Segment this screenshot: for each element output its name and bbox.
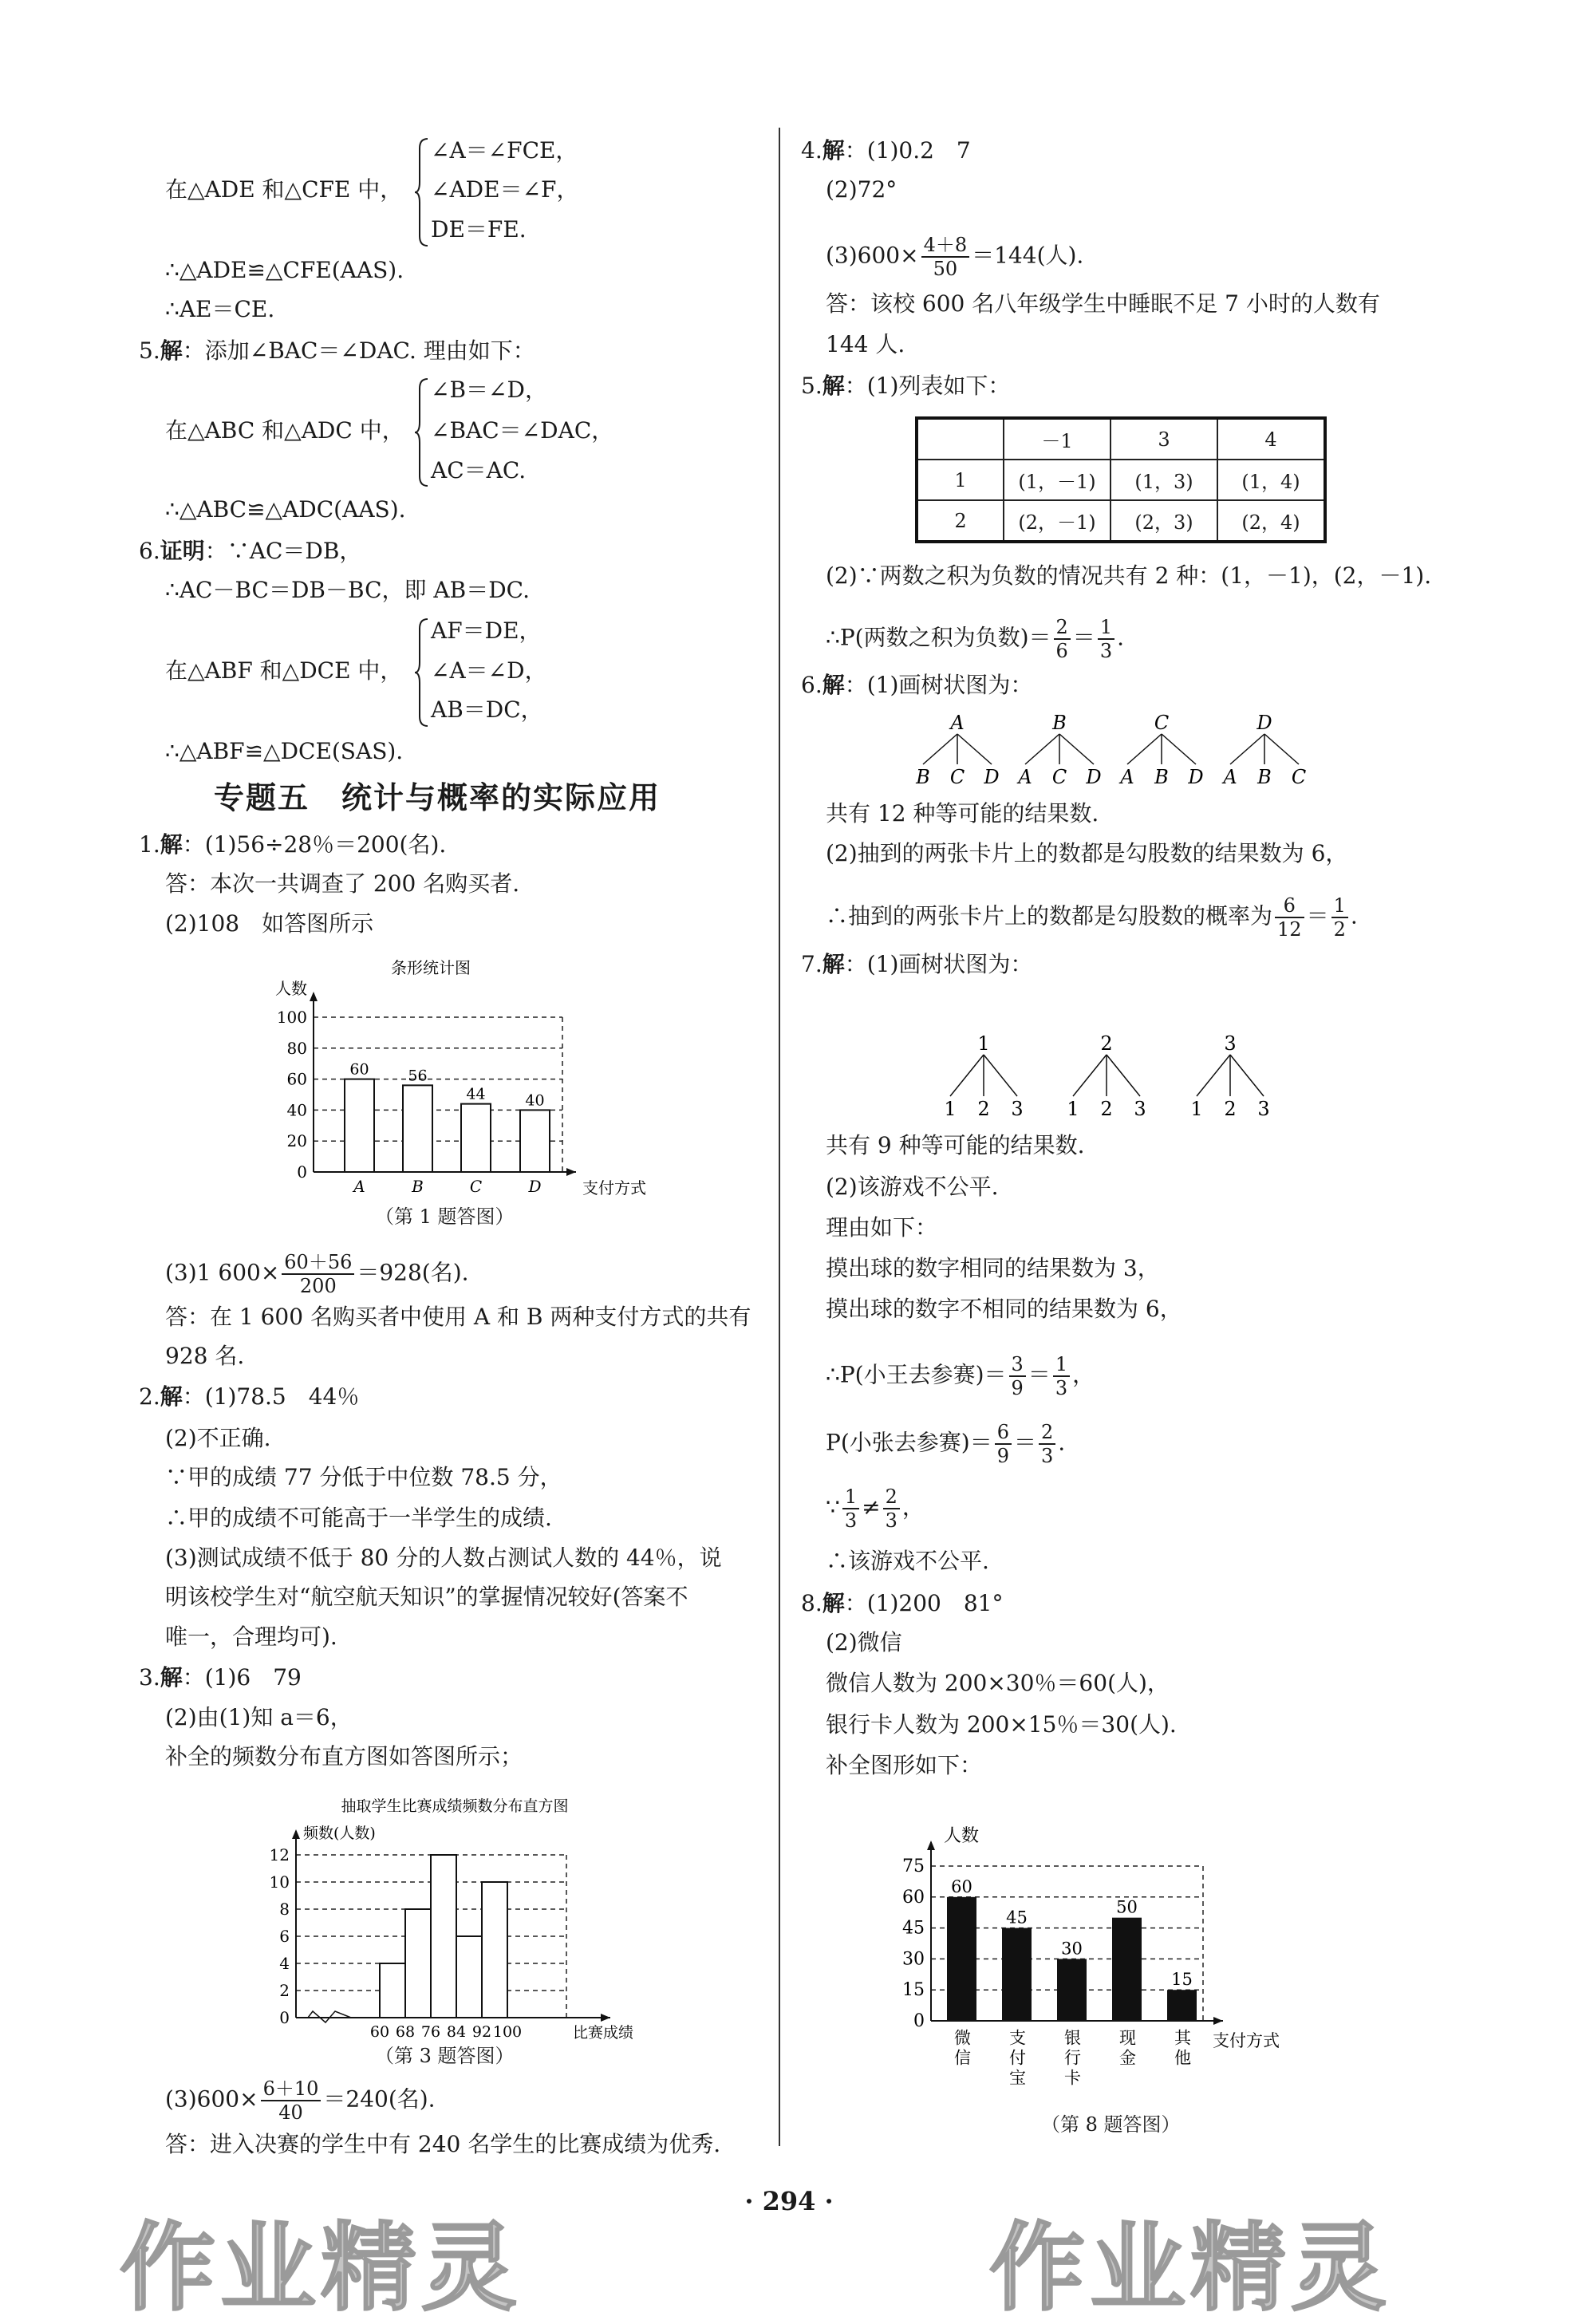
- histogram-bar: [456, 1936, 482, 2018]
- text-line: (3)测试成绩不低于 80 分的人数占测试人数的 44％，说: [165, 1545, 722, 1571]
- text-line: 共有 9 种等可能的结果数.: [826, 1132, 1085, 1158]
- y-tick-label: 4: [279, 1954, 290, 1973]
- problem-number: 5.: [139, 337, 160, 364]
- tree-leaf-label: C: [949, 766, 965, 788]
- text: ＝: [1028, 1361, 1051, 1388]
- y-tick-label: 10: [269, 1872, 290, 1892]
- text: .: [1350, 902, 1358, 929]
- table-row: [917, 460, 1325, 500]
- bar: [947, 1897, 976, 2021]
- x-tick-label: 92: [471, 2023, 492, 2040]
- y-tick-label: 75: [902, 1856, 925, 1876]
- problem-number: 3.: [139, 1664, 160, 1691]
- text-line: ∵甲的成绩 77 分低于中位数 78.5 分，: [165, 1464, 562, 1490]
- bar-chart-q8: [862, 1785, 1340, 2105]
- tree-leaf-label: 1: [1190, 1098, 1203, 1120]
- text-line: (2)微信: [826, 1629, 902, 1655]
- solution-label: 解: [822, 373, 845, 399]
- y-tick-label: 0: [297, 1162, 307, 1182]
- fraction: [883, 1486, 900, 1532]
- table-cell: 1: [917, 460, 1004, 500]
- y-tick-label: 45: [902, 1918, 925, 1939]
- tree-branch: [1025, 734, 1059, 764]
- brace-item: DE＝FE.: [431, 216, 527, 243]
- y-axis-label: 人数: [944, 1826, 980, 1846]
- y-tick-label: 0: [913, 2011, 925, 2031]
- solution-label: 解: [160, 337, 183, 364]
- y-tick-label: 60: [286, 1069, 307, 1089]
- question-1-line: [139, 829, 446, 861]
- tree-branch: [1059, 734, 1094, 764]
- histogram-q3: [239, 1765, 654, 2040]
- brace-item: ∠A＝∠FCE，: [431, 137, 578, 164]
- figure-caption: （第 3 题答图）: [375, 2045, 515, 2067]
- y-axis-arrow-icon: [292, 1829, 300, 1839]
- y-tick-label: 100: [276, 1008, 307, 1027]
- numerator: 6: [995, 1421, 1012, 1445]
- watermark: 作业精灵: [989, 2212, 1391, 2324]
- x-tick-label: 银行卡: [1062, 2029, 1082, 2089]
- x-axis-arrow-icon: [1213, 2017, 1223, 2025]
- text-line: (2)抽到的两张卡片上的数都是勾股数的结果数为 6，: [826, 840, 1348, 866]
- tree-leaf-label: 2: [1100, 1098, 1113, 1120]
- data-label: 56: [408, 1067, 428, 1085]
- numerator: 6: [1275, 894, 1304, 918]
- denominator: 50: [933, 258, 958, 280]
- x-axis-label: 支付方式: [582, 1178, 646, 1198]
- data-label: 45: [1006, 1908, 1028, 1927]
- text-line: ∴AE＝CE.: [165, 296, 275, 322]
- denominator: 3: [1041, 1445, 1054, 1467]
- bar: [403, 1085, 432, 1172]
- tree-root-label: C: [1154, 712, 1170, 734]
- text-line: 144 人.: [826, 331, 905, 357]
- denominator: 9: [1011, 1377, 1024, 1399]
- problem-number: 6.: [801, 672, 823, 698]
- denominator: 9: [996, 1445, 1009, 1467]
- brace-icon: [413, 617, 431, 728]
- tree-leaf-label: B: [1154, 766, 1169, 788]
- numerator: 60＋56: [282, 1251, 354, 1275]
- question-8-line: [801, 1588, 1003, 1620]
- formula-line: [826, 1353, 1095, 1399]
- question-4-line: [801, 135, 971, 167]
- text: ＝928(名).: [357, 1259, 469, 1286]
- figure-caption: （第 1 题答图）: [375, 1205, 515, 1228]
- tree-branch: [950, 1055, 984, 1096]
- tree-root-label: 1: [977, 1032, 990, 1055]
- section-heading: 专题五 统计与概率的实际应用: [214, 779, 661, 815]
- x-tick-label: 支付宝: [1007, 2029, 1027, 2089]
- table-cell: (2，3): [1111, 500, 1217, 542]
- table-row: [917, 500, 1325, 542]
- table-cell: (2，4): [1217, 500, 1325, 542]
- histogram-bar: [482, 1882, 507, 2018]
- text: .: [1117, 624, 1124, 651]
- tree-leaf-label: C: [1051, 766, 1067, 788]
- text-line: 唯一，合理均可).: [165, 1624, 337, 1650]
- tree-leaf-label: 3: [1011, 1098, 1024, 1120]
- x-axis-label: 支付方式: [1213, 2031, 1280, 2050]
- brace-prefix: 在△ABF 和△DCE 中，: [165, 657, 403, 684]
- bar-chart-q1: [255, 941, 654, 1201]
- page-number: · 294 ·: [744, 2186, 834, 2216]
- text-line: 明该校学生对“航空航天知识”的掌握情况较好(答案不: [165, 1584, 688, 1610]
- table-cell: [917, 418, 1004, 460]
- brace-item: ∠BAC＝∠DAC，: [431, 417, 614, 444]
- text: ：(1)画树状图为：: [844, 951, 1033, 977]
- text: (3)600×: [826, 242, 919, 269]
- tree-root-label: B: [1052, 712, 1067, 734]
- denominator: 12: [1277, 918, 1302, 941]
- text: ＝: [1072, 624, 1095, 651]
- text: ：(1)78.5 44％: [182, 1383, 360, 1410]
- text: ∴P(两数之积为负数)＝: [826, 624, 1051, 651]
- problem-5-line: [139, 335, 535, 367]
- tree-root-label: A: [950, 712, 965, 734]
- bar: [520, 1110, 550, 1172]
- numerator: 2: [883, 1486, 900, 1509]
- numerator: 4＋8: [921, 234, 970, 258]
- figure-caption: （第 8 题答图）: [1041, 2113, 1181, 2136]
- y-tick-label: 30: [902, 1949, 925, 1970]
- tree-branch: [1107, 1055, 1140, 1096]
- x-tick-label: 微信: [952, 2029, 972, 2069]
- solution-label: 解: [822, 137, 845, 164]
- watermark: 作业精灵: [120, 2212, 522, 2324]
- tree-diagram-q7: [878, 1028, 1324, 1123]
- denominator: 2: [1333, 918, 1346, 941]
- tree-leaf-label: 3: [1134, 1098, 1146, 1120]
- x-tick-label: D: [528, 1177, 542, 1196]
- question-7-line: [801, 949, 1032, 980]
- text: ：(1)200 81°: [844, 1590, 1004, 1616]
- text: P(小张去参赛)＝: [826, 1429, 992, 1456]
- text-line: ∴△ABF≌△DCE(SAS).: [165, 738, 404, 764]
- text-line: ∴△ADE≌△CFE(AAS).: [165, 257, 404, 283]
- tree-leaf-label: B: [1257, 766, 1272, 788]
- brace-prefix: 在△ADE 和△CFE 中，: [165, 176, 403, 203]
- tree-leaf-label: A: [1018, 766, 1032, 788]
- data-label: 44: [466, 1085, 486, 1103]
- tree-branch: [1073, 1055, 1107, 1096]
- text-line: 摸出球的数字不相同的结果数为 6，: [826, 1296, 1182, 1322]
- problem-number: 6.: [139, 538, 160, 564]
- y-tick-label: 60: [902, 1887, 925, 1908]
- tree-branch: [984, 1055, 1017, 1096]
- problem-6-line: [139, 535, 361, 567]
- outcome-table: [915, 416, 1327, 543]
- text-line: (2)由(1)知 a＝6，: [165, 1704, 353, 1730]
- table-cell: 2: [917, 500, 1004, 542]
- y-tick-label: 6: [279, 1927, 290, 1946]
- text: ：(1)6 79: [182, 1664, 302, 1691]
- chart-title: 条形统计图: [391, 958, 471, 977]
- proof-label: 证明: [160, 538, 205, 564]
- x-tick-label: 68: [395, 2023, 416, 2040]
- fraction: [261, 2077, 322, 2124]
- table-cell: (2，－1): [1004, 500, 1111, 542]
- brace-item: AF＝DE，: [431, 617, 542, 644]
- numerator: 1: [842, 1486, 859, 1509]
- table-cell: 3: [1111, 418, 1217, 460]
- fraction: [1039, 1421, 1055, 1467]
- tree-branch: [1230, 1055, 1264, 1096]
- text-line: 补全图形如下：: [826, 1752, 983, 1778]
- y-tick-label: 80: [286, 1038, 307, 1058]
- formula-line: [165, 1251, 469, 1297]
- tree-leaf-label: 1: [1067, 1098, 1079, 1120]
- text: (3)1 600×: [165, 1259, 280, 1286]
- text: (3)600×: [165, 2085, 258, 2113]
- denominator: 3: [844, 1509, 858, 1532]
- problem-number: 4.: [801, 137, 823, 164]
- formula-line: [826, 616, 1124, 662]
- formula-line: [165, 2077, 436, 2124]
- y-tick-label: 15: [902, 1980, 925, 2001]
- text: ＝: [1306, 902, 1329, 929]
- text-line: (2)该游戏不公平.: [826, 1174, 999, 1200]
- text-line: (2)108 如答图所示: [165, 910, 374, 937]
- x-tick-label: B: [412, 1177, 424, 1196]
- text: ＝: [1013, 1429, 1036, 1456]
- question-5-line: [801, 370, 1010, 402]
- text-line: ∴△ABC≌△ADC(AAS).: [165, 496, 406, 523]
- fraction: [282, 1251, 354, 1297]
- data-label: 60: [349, 1060, 369, 1079]
- text: ≠: [862, 1493, 881, 1521]
- text: ∴P(小王去参赛)＝: [826, 1361, 1007, 1388]
- x-tick-label: 现金: [1117, 2029, 1137, 2069]
- problem-number: 7.: [801, 951, 823, 977]
- numerator: 2: [1054, 616, 1071, 640]
- tree-branch: [1162, 734, 1196, 764]
- y-tick-label: 40: [286, 1100, 307, 1120]
- fraction: [921, 234, 970, 280]
- chart-title: 抽取学生比赛成绩频数分布直方图: [341, 1797, 569, 1815]
- brace-item: ∠A＝∠D，: [431, 657, 547, 684]
- tree-branch: [1230, 734, 1264, 764]
- tree-branch: [1127, 734, 1162, 764]
- text-line: 理由如下：: [826, 1214, 938, 1241]
- text-line: ∴甲的成绩不可能高于一半学生的成绩.: [165, 1505, 552, 1531]
- numerator: 2: [1039, 1421, 1055, 1445]
- y-tick-label: 2: [279, 1981, 290, 2000]
- denominator: 3: [1099, 640, 1113, 662]
- fraction: [995, 1421, 1012, 1467]
- text: ∴抽到的两张卡片上的数都是勾股数的概率为: [826, 902, 1273, 929]
- histogram-bar: [431, 1855, 456, 2018]
- x-tick-label: C: [469, 1177, 483, 1196]
- histogram-bar: [380, 1963, 405, 2018]
- tree-leaf-label: B: [916, 766, 930, 788]
- problem-number: 2.: [139, 1383, 160, 1410]
- bar: [345, 1079, 374, 1172]
- y-axis-label: 人数: [275, 979, 307, 998]
- table-cell: (1，4): [1217, 460, 1325, 500]
- tree-leaf-label: 2: [977, 1098, 990, 1120]
- tree-leaf-label: A: [1120, 766, 1134, 788]
- text-line: ∴AC－BC＝DB－BC，即 AB＝DC.: [165, 577, 530, 603]
- bar: [1057, 1959, 1087, 2021]
- formula-line: [826, 894, 1358, 941]
- problem-number: 5.: [801, 373, 823, 399]
- table-cell: (1，3): [1111, 460, 1217, 500]
- text: ，: [901, 1493, 925, 1521]
- y-tick-label: 12: [269, 1845, 290, 1864]
- numerator: 6＋10: [261, 2077, 322, 2101]
- solution-label: 解: [822, 951, 845, 977]
- fraction: [1275, 894, 1304, 941]
- y-axis-label: 频数(人数): [303, 1825, 376, 1842]
- table-cell: 4: [1217, 418, 1325, 460]
- x-tick-label: 其他: [1172, 2029, 1192, 2069]
- tree-leaf-label: C: [1291, 766, 1307, 788]
- histogram-bar: [405, 1909, 431, 2018]
- text-line: 928 名.: [165, 1343, 245, 1369]
- solution-label: 解: [160, 1664, 183, 1691]
- denominator: 40: [278, 2101, 303, 2124]
- x-axis-arrow-icon: [601, 2014, 610, 2022]
- text-line: 共有 12 种等可能的结果数.: [826, 800, 1099, 827]
- text: ：(1)列表如下：: [844, 373, 1011, 399]
- tree-leaf-label: 3: [1257, 1098, 1270, 1120]
- x-tick-label: 100: [492, 2023, 523, 2040]
- problem-number: 8.: [801, 1590, 823, 1616]
- problem-number: 1.: [139, 831, 160, 858]
- brace-item: ∠ADE＝∠F，: [431, 176, 579, 203]
- column-divider: [779, 128, 780, 2146]
- tree-leaf-label: D: [1086, 766, 1102, 788]
- x-axis-label: 比赛成绩: [573, 2024, 634, 2040]
- solution-label: 解: [160, 831, 183, 858]
- numerator: 3: [1009, 1353, 1026, 1377]
- solution-label: 解: [160, 1383, 183, 1410]
- table-cell: －1: [1004, 418, 1111, 460]
- fraction: [1331, 894, 1348, 941]
- tree-branch: [1197, 1055, 1230, 1096]
- bar: [1002, 1928, 1032, 2021]
- denominator: 3: [885, 1509, 897, 1532]
- numerator: 1: [1053, 1353, 1070, 1377]
- tree-branch: [1264, 734, 1299, 764]
- text-line: 摸出球的数字相同的结果数为 3，: [826, 1255, 1160, 1281]
- data-label: 30: [1061, 1939, 1083, 1959]
- tree-root-label: 2: [1100, 1032, 1113, 1055]
- question-6-line: [801, 669, 1032, 701]
- fraction: [1098, 616, 1114, 662]
- x-axis-arrow-icon: [566, 1168, 576, 1176]
- text-line: (2)∵两数之积为负数的情况共有 2 种：(1，－1)，(2，－1).: [826, 562, 1432, 589]
- solution-label: 解: [822, 672, 845, 698]
- y-axis-arrow-icon: [310, 992, 318, 1001]
- text-line: 答：在 1 600 名购买者中使用 A 和 B 两种支付方式的共有: [165, 1304, 752, 1330]
- tree-branch: [957, 734, 992, 764]
- bar: [461, 1104, 491, 1172]
- denominator: 6: [1055, 640, 1068, 662]
- text-line: 答：本次一共调查了 200 名购买者.: [165, 870, 520, 897]
- y-tick-label: 0: [279, 2008, 290, 2027]
- brace-item: AB＝DC，: [431, 696, 543, 723]
- text-line: (2)不正确.: [165, 1425, 271, 1451]
- text-line: (2)72°: [826, 176, 897, 203]
- bar: [1112, 1918, 1142, 2021]
- text: ：添加∠BAC＝∠DAC. 理由如下：: [182, 337, 535, 364]
- x-tick-label: 60: [369, 2023, 390, 2040]
- data-label: 15: [1171, 1970, 1193, 1990]
- text: .: [1058, 1429, 1066, 1456]
- text: ：∵AC＝DB，: [204, 538, 362, 564]
- text: ＝144(人).: [972, 242, 1084, 269]
- tree-root-label: 3: [1224, 1032, 1237, 1055]
- numerator: 1: [1098, 616, 1114, 640]
- tree-leaf-label: A: [1223, 766, 1237, 788]
- fraction: [842, 1486, 859, 1532]
- fraction: [1009, 1353, 1026, 1399]
- brace-prefix: 在△ABC 和△ADC 中，: [165, 417, 404, 444]
- tree-leaf-label: 1: [944, 1098, 957, 1120]
- text: ∵: [826, 1493, 840, 1521]
- formula-line: [826, 234, 1083, 280]
- data-label: 40: [525, 1091, 545, 1110]
- tree-diagram-q6: [878, 708, 1372, 791]
- formula-line: [826, 1421, 1065, 1467]
- tree-leaf-label: D: [1188, 766, 1204, 788]
- tree-leaf-label: 2: [1224, 1098, 1237, 1120]
- solution-label: 解: [822, 1590, 845, 1616]
- x-tick-label: 84: [446, 2023, 467, 2040]
- text-line: 补全的频数分布直方图如答图所示；: [165, 1743, 523, 1770]
- x-tick-label: A: [353, 1177, 365, 1196]
- numerator: 1: [1331, 894, 1348, 918]
- table-header-row: [917, 418, 1325, 460]
- text: ：(1)56÷28％＝200(名).: [182, 831, 447, 858]
- tree-leaf-label: D: [984, 766, 1000, 788]
- table-cell: (1，－1): [1004, 460, 1111, 500]
- data-label: 60: [951, 1876, 972, 1896]
- tree-branch: [923, 734, 957, 764]
- formula-line: [826, 1486, 925, 1532]
- tree-root-label: D: [1256, 712, 1272, 734]
- y-axis-arrow-icon: [927, 1841, 935, 1850]
- text-line: 答：该校 600 名八年级学生中睡眠不足 7 小时的人数有: [826, 290, 1380, 317]
- brace-item: ∠B＝∠D，: [431, 377, 547, 403]
- text-line: ∴该游戏不公平.: [826, 1548, 989, 1574]
- brace-icon: [413, 137, 431, 247]
- denominator: 200: [299, 1275, 337, 1297]
- text: ：(1)0.2 7: [844, 137, 971, 164]
- text-line: 银行卡人数为 200×15％＝30(人).: [826, 1711, 1177, 1738]
- x-tick-label: 76: [420, 2023, 441, 2040]
- text: ，: [1072, 1361, 1095, 1388]
- question-3-line: [139, 1662, 302, 1694]
- text-line: 答：进入决赛的学生中有 240 名学生的比赛成绩为优秀.: [165, 2131, 721, 2157]
- fraction: [1054, 616, 1071, 662]
- brace-icon: [413, 377, 431, 487]
- data-label: 50: [1116, 1897, 1138, 1917]
- question-2-line: [139, 1381, 359, 1413]
- fraction: [1053, 1353, 1070, 1399]
- denominator: 3: [1055, 1377, 1068, 1399]
- bar: [1167, 1990, 1197, 2021]
- text-line: 微信人数为 200×30％＝60(人)，: [826, 1670, 1170, 1696]
- y-tick-label: 8: [279, 1900, 290, 1919]
- text: ＝240(名).: [323, 2085, 436, 2113]
- text: ：(1)画树状图为：: [844, 672, 1033, 698]
- brace-item: AC＝AC.: [431, 457, 527, 483]
- y-tick-label: 20: [286, 1131, 307, 1151]
